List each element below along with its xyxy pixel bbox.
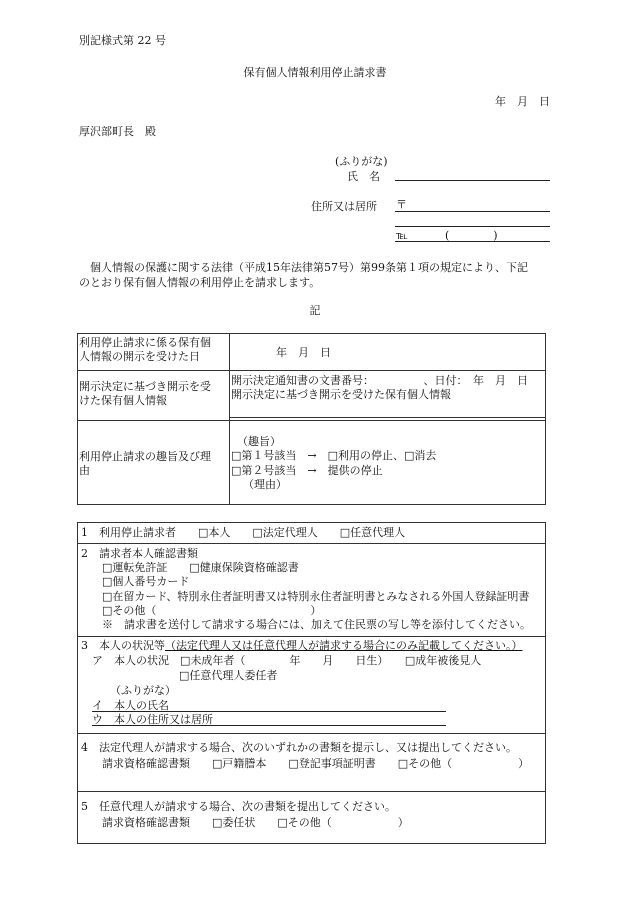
address-field[interactable] xyxy=(395,211,550,212)
section4-documents[interactable]: 請求資格確認書類 □戸籍謄本 □登記事項証明書 □その他（ ） xyxy=(102,757,530,770)
row1-label: 利用停止請求に係る保有個 人情報の開示を受けた日 xyxy=(79,336,211,364)
ki-label: 記 xyxy=(309,304,321,317)
row3-label: 利用停止請求の趣旨及び理 由 xyxy=(79,450,211,478)
tel-field[interactable] xyxy=(395,241,550,242)
section2-options[interactable]: □運転免許証 □健康保険資格確認書 □個人番号カード □在留カード、特別永住者証明書又は特別永住者証明書とみなされる外国人登録証明書 □その他（ ） ※ 請求書を送付して請求する場合には、加えて住民票の写し等を添付してください。 xyxy=(102,561,531,632)
section3-title: 3 本人の状況等（法定代理人又は任意代理人が請求する場合にのみ記載してください。） xyxy=(81,639,523,652)
section3-note: （法定代理人又は任意代理人が請求する場合にのみ記載してください。） xyxy=(165,639,523,652)
name-field[interactable] xyxy=(395,180,550,181)
form-number: 別記様式第 22 号 xyxy=(79,34,166,47)
section3-furigana: （ふりがな） xyxy=(110,684,176,697)
furigana-label: (ふりがな) xyxy=(335,155,388,168)
section3-name[interactable]: イ 本人の氏名 xyxy=(92,699,169,712)
address-field-2[interactable] xyxy=(395,226,550,227)
tel-mark: ℡ xyxy=(396,229,408,242)
address-label: 住所又は居所 xyxy=(311,200,377,213)
postal-mark: 〒 xyxy=(396,198,407,211)
intro-line-1: 個人情報の保護に関する法律（平成15年法律第57号）第99条第１項の規定により、下記 xyxy=(79,261,528,274)
row1-value[interactable]: 年 月 日 xyxy=(276,346,331,359)
section1-requester-type[interactable]: 1 利用停止請求者 □本人 □法定代理人 □任意代理人 xyxy=(81,526,406,539)
row2-label: 開示決定に基づき開示を受 けた保有個人情報 xyxy=(79,380,211,408)
section3-address[interactable]: ウ 本人の住所又は居所 xyxy=(92,713,213,726)
name-label: 氏 名 xyxy=(347,170,380,183)
tel-parens: ( ) xyxy=(445,229,498,242)
addressee: 厚沢部町長 殿 xyxy=(79,125,156,138)
intro-line-2: のとおり保有個人情報の利用停止を請求します。 xyxy=(79,276,321,289)
principal-name-field[interactable] xyxy=(92,711,446,712)
page-title: 保有個人情報利用停止請求書 xyxy=(243,66,387,79)
date-line: 年 月 日 xyxy=(495,95,550,108)
section3-status[interactable]: ア 本人の状況 □未成年者（ 年 月 日生） □成年被後見人 xyxy=(92,654,482,667)
section3-status-2[interactable]: □任意代理人委任者 xyxy=(179,669,278,682)
principal-address-field[interactable] xyxy=(92,725,446,726)
section5-documents[interactable]: 請求資格確認書類 □委任状 □その他（ ） xyxy=(102,816,409,829)
row3-value[interactable]: （趣旨） □第１号該当 → □利用の停止、□消去 □第２号該当 → 提供の停止 （理由） xyxy=(231,435,437,491)
section2-title: 2 請求者本人確認書類 xyxy=(81,547,198,560)
section5-title: 5 任意代理人が請求する場合、次の書類を提出してください。 xyxy=(81,800,396,813)
section4-title: 4 法定代理人が請求する場合、次のいずれかの書類を提示し、又は提出してください。 xyxy=(81,741,517,754)
row2-value[interactable]: 開示決定通知書の文書番号： 、日付： 年 月 日 開示決定に基づき開示を受けた保有個人情報 xyxy=(231,374,528,402)
